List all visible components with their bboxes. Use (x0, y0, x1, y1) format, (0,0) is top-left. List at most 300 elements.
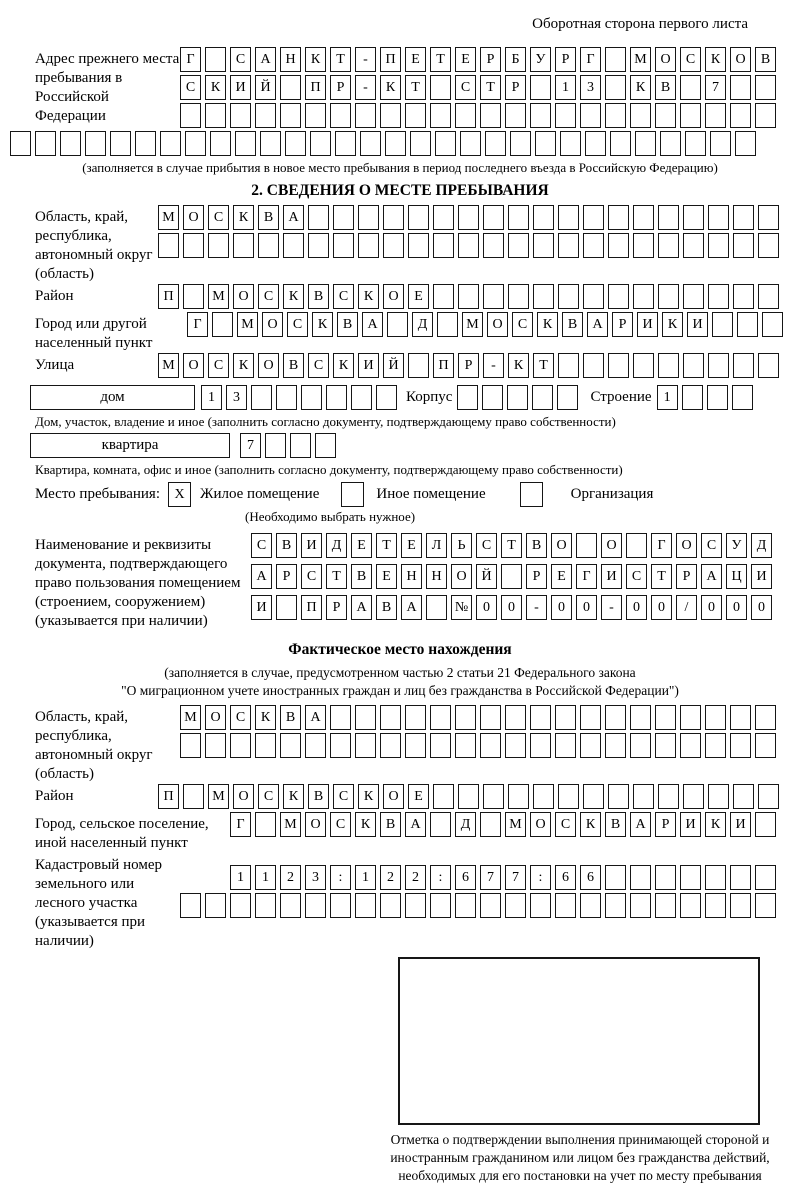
char-box[interactable] (680, 705, 701, 730)
char-box[interactable] (683, 284, 704, 309)
char-box[interactable]: К (705, 47, 726, 72)
char-box[interactable] (355, 733, 376, 758)
char-box[interactable]: Н (401, 564, 422, 589)
char-box[interactable] (730, 75, 751, 100)
char-box[interactable] (658, 353, 679, 378)
char-box[interactable] (683, 784, 704, 809)
char-box[interactable] (608, 784, 629, 809)
char-box[interactable] (355, 103, 376, 128)
char-box[interactable]: С (208, 353, 229, 378)
char-box[interactable] (383, 233, 404, 258)
char-box[interactable] (335, 131, 356, 156)
char-box[interactable]: 2 (405, 865, 426, 890)
char-box[interactable]: К (305, 47, 326, 72)
char-box[interactable]: М (208, 284, 229, 309)
char-box[interactable]: Б (505, 47, 526, 72)
char-box[interactable]: В (562, 312, 583, 337)
char-box[interactable]: О (205, 705, 226, 730)
char-box[interactable]: Г (187, 312, 208, 337)
char-box[interactable] (708, 284, 729, 309)
char-box[interactable] (680, 865, 701, 890)
char-box[interactable]: О (258, 353, 279, 378)
char-box[interactable] (430, 103, 451, 128)
char-box[interactable]: Е (405, 47, 426, 72)
char-box[interactable]: В (276, 533, 297, 558)
char-box[interactable] (505, 705, 526, 730)
char-box[interactable]: В (376, 595, 397, 620)
char-box[interactable] (326, 385, 347, 410)
char-box[interactable] (583, 233, 604, 258)
char-box[interactable] (605, 865, 626, 890)
char-box[interactable] (655, 893, 676, 918)
char-box[interactable]: М (208, 784, 229, 809)
char-box[interactable] (480, 893, 501, 918)
char-box[interactable] (380, 103, 401, 128)
char-box[interactable] (560, 131, 581, 156)
char-box[interactable]: С (333, 784, 354, 809)
char-box[interactable] (330, 733, 351, 758)
char-box[interactable]: М (630, 47, 651, 72)
char-box[interactable]: О (730, 47, 751, 72)
char-box[interactable]: К (205, 75, 226, 100)
char-box[interactable] (708, 233, 729, 258)
char-box[interactable]: Й (255, 75, 276, 100)
char-box[interactable] (233, 233, 254, 258)
char-box[interactable]: К (508, 353, 529, 378)
char-box[interactable] (605, 705, 626, 730)
char-box[interactable] (626, 533, 647, 558)
char-box[interactable]: П (158, 784, 179, 809)
char-box[interactable]: Р (480, 47, 501, 72)
char-box[interactable] (383, 205, 404, 230)
char-box[interactable] (380, 893, 401, 918)
stay-type-checkbox-organization[interactable] (520, 482, 543, 507)
char-box[interactable]: Г (230, 812, 251, 837)
char-box[interactable] (460, 131, 481, 156)
char-box[interactable]: С (258, 284, 279, 309)
char-box[interactable]: К (358, 284, 379, 309)
char-box[interactable]: П (301, 595, 322, 620)
char-box[interactable]: Т (430, 47, 451, 72)
char-box[interactable] (283, 233, 304, 258)
char-box[interactable] (480, 103, 501, 128)
char-box[interactable]: А (351, 595, 372, 620)
char-box[interactable] (508, 784, 529, 809)
char-box[interactable] (458, 205, 479, 230)
char-box[interactable] (160, 131, 181, 156)
char-box[interactable]: П (305, 75, 326, 100)
char-box[interactable]: С (333, 284, 354, 309)
char-box[interactable] (758, 353, 779, 378)
char-box[interactable]: С (258, 784, 279, 809)
char-box[interactable] (608, 233, 629, 258)
char-box[interactable] (158, 233, 179, 258)
char-box[interactable] (212, 312, 233, 337)
char-box[interactable] (583, 353, 604, 378)
char-box[interactable] (508, 205, 529, 230)
char-box[interactable]: А (305, 705, 326, 730)
char-box[interactable]: Т (405, 75, 426, 100)
char-box[interactable]: : (330, 865, 351, 890)
char-box[interactable] (276, 385, 297, 410)
char-box[interactable]: К (255, 705, 276, 730)
char-box[interactable] (580, 705, 601, 730)
char-box[interactable]: А (405, 812, 426, 837)
char-box[interactable] (730, 893, 751, 918)
char-box[interactable]: / (676, 595, 697, 620)
char-box[interactable] (708, 784, 729, 809)
char-box[interactable]: 1 (355, 865, 376, 890)
char-box[interactable] (457, 385, 478, 410)
char-box[interactable]: К (537, 312, 558, 337)
char-box[interactable] (710, 131, 731, 156)
char-box[interactable]: С (680, 47, 701, 72)
char-box[interactable] (605, 733, 626, 758)
char-box[interactable] (483, 784, 504, 809)
char-box[interactable] (557, 385, 578, 410)
char-box[interactable]: М (158, 353, 179, 378)
char-box[interactable] (683, 353, 704, 378)
char-box[interactable] (758, 784, 779, 809)
char-box[interactable] (280, 893, 301, 918)
char-box[interactable]: А (401, 595, 422, 620)
char-box[interactable]: С (330, 812, 351, 837)
char-box[interactable] (680, 75, 701, 100)
char-box[interactable] (605, 47, 626, 72)
char-box[interactable]: К (312, 312, 333, 337)
char-box[interactable] (535, 131, 556, 156)
char-box[interactable]: - (601, 595, 622, 620)
char-box[interactable] (658, 284, 679, 309)
char-box[interactable] (630, 865, 651, 890)
char-box[interactable] (180, 733, 201, 758)
char-box[interactable] (405, 893, 426, 918)
char-box[interactable] (483, 233, 504, 258)
char-box[interactable]: М (180, 705, 201, 730)
char-box[interactable] (333, 233, 354, 258)
char-box[interactable]: В (337, 312, 358, 337)
char-box[interactable]: 3 (305, 865, 326, 890)
char-box[interactable]: И (687, 312, 708, 337)
char-box[interactable] (430, 893, 451, 918)
char-box[interactable] (630, 893, 651, 918)
char-box[interactable] (660, 131, 681, 156)
char-box[interactable] (583, 784, 604, 809)
char-box[interactable] (505, 103, 526, 128)
char-box[interactable]: 0 (476, 595, 497, 620)
char-box[interactable] (183, 784, 204, 809)
char-box[interactable]: Е (551, 564, 572, 589)
char-box[interactable]: А (255, 47, 276, 72)
char-box[interactable] (630, 103, 651, 128)
char-box[interactable] (533, 784, 554, 809)
char-box[interactable] (330, 705, 351, 730)
char-box[interactable]: И (730, 812, 751, 837)
char-box[interactable] (608, 284, 629, 309)
char-box[interactable]: : (530, 865, 551, 890)
char-box[interactable] (251, 385, 272, 410)
char-box[interactable]: В (308, 784, 329, 809)
stay-type-checkbox-residential[interactable]: X (168, 482, 191, 507)
char-box[interactable] (555, 103, 576, 128)
char-box[interactable]: С (180, 75, 201, 100)
char-box[interactable] (455, 103, 476, 128)
char-box[interactable] (385, 131, 406, 156)
char-box[interactable]: - (483, 353, 504, 378)
char-box[interactable]: 0 (501, 595, 522, 620)
char-box[interactable]: Е (376, 564, 397, 589)
char-box[interactable] (255, 733, 276, 758)
char-box[interactable]: К (283, 784, 304, 809)
char-box[interactable] (430, 75, 451, 100)
char-box[interactable]: 7 (705, 75, 726, 100)
char-box[interactable]: 1 (555, 75, 576, 100)
char-box[interactable] (205, 733, 226, 758)
char-box[interactable]: П (380, 47, 401, 72)
char-box[interactable] (532, 385, 553, 410)
char-box[interactable] (230, 893, 251, 918)
char-box[interactable]: К (705, 812, 726, 837)
char-box[interactable] (208, 233, 229, 258)
char-box[interactable] (558, 233, 579, 258)
char-box[interactable]: В (308, 284, 329, 309)
char-box[interactable]: М (237, 312, 258, 337)
char-box[interactable]: 3 (226, 385, 247, 410)
char-box[interactable]: Д (751, 533, 772, 558)
char-box[interactable]: И (680, 812, 701, 837)
char-box[interactable] (35, 131, 56, 156)
char-box[interactable]: Е (401, 533, 422, 558)
char-box[interactable]: М (505, 812, 526, 837)
char-box[interactable] (458, 784, 479, 809)
char-box[interactable] (230, 103, 251, 128)
char-box[interactable]: О (487, 312, 508, 337)
char-box[interactable] (635, 131, 656, 156)
char-box[interactable] (135, 131, 156, 156)
char-box[interactable]: С (301, 564, 322, 589)
char-box[interactable]: К (580, 812, 601, 837)
char-box[interactable] (705, 733, 726, 758)
char-box[interactable] (658, 205, 679, 230)
char-box[interactable]: 7 (480, 865, 501, 890)
char-box[interactable]: О (233, 284, 254, 309)
char-box[interactable] (533, 233, 554, 258)
char-box[interactable]: В (755, 47, 776, 72)
char-box[interactable]: В (380, 812, 401, 837)
char-box[interactable]: В (351, 564, 372, 589)
char-box[interactable]: С (308, 353, 329, 378)
char-box[interactable]: - (526, 595, 547, 620)
stay-type-checkbox-other[interactable] (341, 482, 364, 507)
char-box[interactable] (708, 205, 729, 230)
char-box[interactable] (558, 784, 579, 809)
char-box[interactable] (633, 233, 654, 258)
char-box[interactable] (608, 353, 629, 378)
char-box[interactable]: Н (426, 564, 447, 589)
char-box[interactable] (185, 131, 206, 156)
char-box[interactable]: 6 (580, 865, 601, 890)
char-box[interactable] (430, 733, 451, 758)
char-box[interactable]: М (158, 205, 179, 230)
char-box[interactable]: И (251, 595, 272, 620)
char-box[interactable] (755, 75, 776, 100)
char-box[interactable] (430, 812, 451, 837)
char-box[interactable] (658, 784, 679, 809)
char-box[interactable] (558, 353, 579, 378)
char-box[interactable] (508, 233, 529, 258)
char-box[interactable] (433, 784, 454, 809)
char-box[interactable] (630, 705, 651, 730)
char-box[interactable]: Д (455, 812, 476, 837)
char-box[interactable] (85, 131, 106, 156)
char-box[interactable]: У (726, 533, 747, 558)
char-box[interactable] (583, 284, 604, 309)
char-box[interactable] (705, 893, 726, 918)
char-box[interactable]: Ц (726, 564, 747, 589)
char-box[interactable]: И (751, 564, 772, 589)
char-box[interactable]: 7 (240, 433, 261, 458)
char-box[interactable] (330, 893, 351, 918)
char-box[interactable]: О (655, 47, 676, 72)
char-box[interactable] (485, 131, 506, 156)
char-box[interactable]: 0 (551, 595, 572, 620)
char-box[interactable]: В (283, 353, 304, 378)
char-box[interactable] (265, 433, 286, 458)
char-box[interactable] (580, 893, 601, 918)
char-box[interactable]: Т (326, 564, 347, 589)
char-box[interactable] (732, 385, 753, 410)
char-box[interactable] (455, 705, 476, 730)
char-box[interactable] (605, 75, 626, 100)
char-box[interactable] (255, 893, 276, 918)
char-box[interactable] (210, 131, 231, 156)
char-box[interactable]: К (358, 784, 379, 809)
char-box[interactable] (205, 893, 226, 918)
char-box[interactable]: Т (330, 47, 351, 72)
char-box[interactable]: М (280, 812, 301, 837)
char-box[interactable]: С (626, 564, 647, 589)
char-box[interactable] (730, 103, 751, 128)
char-box[interactable]: У (530, 47, 551, 72)
char-box[interactable] (685, 131, 706, 156)
char-box[interactable]: И (601, 564, 622, 589)
char-box[interactable] (558, 205, 579, 230)
char-box[interactable]: С (555, 812, 576, 837)
char-box[interactable] (455, 733, 476, 758)
char-box[interactable] (290, 433, 311, 458)
char-box[interactable]: О (530, 812, 551, 837)
char-box[interactable]: 1 (201, 385, 222, 410)
char-box[interactable] (576, 533, 597, 558)
char-box[interactable] (755, 812, 776, 837)
char-box[interactable]: Р (655, 812, 676, 837)
char-box[interactable] (183, 284, 204, 309)
char-box[interactable] (530, 733, 551, 758)
char-box[interactable]: Д (326, 533, 347, 558)
char-box[interactable]: К (630, 75, 651, 100)
char-box[interactable]: М (462, 312, 483, 337)
char-box[interactable] (712, 312, 733, 337)
char-box[interactable] (508, 284, 529, 309)
char-box[interactable]: Н (280, 47, 301, 72)
char-box[interactable]: В (605, 812, 626, 837)
char-box[interactable] (433, 205, 454, 230)
char-box[interactable] (260, 131, 281, 156)
char-box[interactable] (583, 205, 604, 230)
char-box[interactable] (730, 733, 751, 758)
char-box[interactable]: 2 (380, 865, 401, 890)
char-box[interactable]: С (455, 75, 476, 100)
char-box[interactable] (758, 233, 779, 258)
char-box[interactable]: П (433, 353, 454, 378)
char-box[interactable] (305, 893, 326, 918)
char-box[interactable]: П (158, 284, 179, 309)
char-box[interactable]: Т (376, 533, 397, 558)
char-box[interactable] (730, 705, 751, 730)
char-box[interactable] (205, 47, 226, 72)
char-box[interactable] (533, 284, 554, 309)
char-box[interactable]: Г (576, 564, 597, 589)
char-box[interactable] (483, 284, 504, 309)
char-box[interactable]: : (430, 865, 451, 890)
char-box[interactable]: Е (408, 784, 429, 809)
char-box[interactable] (483, 205, 504, 230)
char-box[interactable]: С (287, 312, 308, 337)
char-box[interactable] (408, 233, 429, 258)
char-box[interactable]: Г (580, 47, 601, 72)
char-box[interactable]: К (662, 312, 683, 337)
char-box[interactable] (482, 385, 503, 410)
char-box[interactable]: В (280, 705, 301, 730)
char-box[interactable] (580, 103, 601, 128)
char-box[interactable]: И (358, 353, 379, 378)
char-box[interactable] (110, 131, 131, 156)
char-box[interactable]: К (233, 205, 254, 230)
char-box[interactable] (633, 353, 654, 378)
char-box[interactable] (310, 131, 331, 156)
char-box[interactable]: В (258, 205, 279, 230)
char-box[interactable] (430, 705, 451, 730)
char-box[interactable] (380, 705, 401, 730)
char-box[interactable]: Й (476, 564, 497, 589)
char-box[interactable]: Р (555, 47, 576, 72)
char-box[interactable] (376, 385, 397, 410)
char-box[interactable] (655, 103, 676, 128)
char-box[interactable] (555, 705, 576, 730)
char-box[interactable]: Р (676, 564, 697, 589)
char-box[interactable]: С (230, 705, 251, 730)
char-box[interactable]: Г (180, 47, 201, 72)
char-box[interactable] (355, 893, 376, 918)
char-box[interactable]: С (230, 47, 251, 72)
char-box[interactable]: Ь (451, 533, 472, 558)
char-box[interactable]: Л (426, 533, 447, 558)
char-box[interactable] (733, 284, 754, 309)
char-box[interactable] (682, 385, 703, 410)
char-box[interactable]: О (601, 533, 622, 558)
char-box[interactable] (755, 865, 776, 890)
char-box[interactable] (180, 893, 201, 918)
char-box[interactable]: Й (383, 353, 404, 378)
char-box[interactable]: В (655, 75, 676, 100)
char-box[interactable]: О (233, 784, 254, 809)
char-box[interactable]: № (451, 595, 472, 620)
char-box[interactable]: Р (326, 595, 347, 620)
char-box[interactable] (255, 103, 276, 128)
char-box[interactable]: С (512, 312, 533, 337)
char-box[interactable] (308, 233, 329, 258)
char-box[interactable] (308, 205, 329, 230)
